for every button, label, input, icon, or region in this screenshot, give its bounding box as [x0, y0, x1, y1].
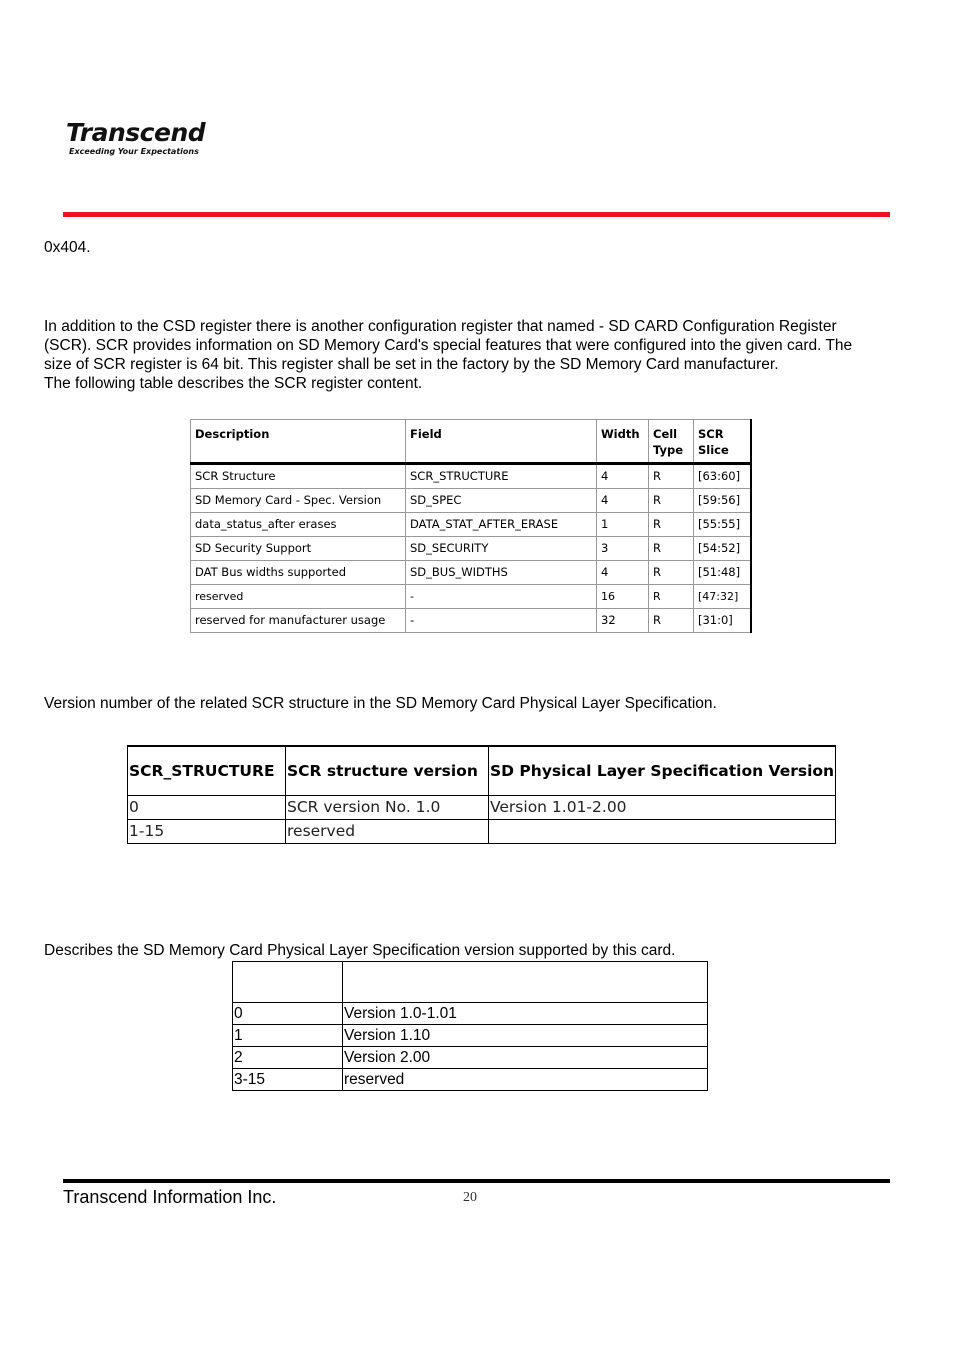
table-cell: 1-15: [128, 820, 286, 844]
table-cell: reserved: [286, 820, 489, 844]
table-row: [191, 561, 752, 585]
column-header: Description: [191, 420, 406, 464]
logo-wordmark: Transcend: [66, 118, 206, 147]
table-cell: 16: [597, 585, 649, 609]
column-header: SD Physical Layer Specification Version: [489, 746, 836, 796]
table-cell: SD_SECURITY: [406, 537, 597, 561]
table-row: [191, 513, 752, 537]
table-cell: Version 1.10: [343, 1025, 708, 1047]
table-row: [233, 1047, 708, 1069]
footer-divider: [63, 1179, 890, 1183]
table-row: [191, 585, 752, 609]
table-cell: reserved: [191, 585, 406, 609]
table-row: [191, 464, 752, 489]
paragraph-line: size of SCR register is 64 bit. This register shall be set in the factory by the SD Memory Card manufacturer.: [44, 356, 779, 373]
table-cell: DATA_STAT_AFTER_ERASE: [406, 513, 597, 537]
table-cell: SD Security Support: [191, 537, 406, 561]
table-cell: 1: [233, 1025, 343, 1047]
column-header: [694, 420, 752, 464]
table-cell: R: [649, 537, 694, 561]
paragraph-line: (SCR). SCR provides information on SD Memory Card's special features that were configured into the given card. The: [44, 337, 853, 354]
column-header: [343, 962, 708, 1003]
sd-spec-description: Describes the SD Memory Card Physical Layer Specification version supported by this card.: [44, 942, 676, 959]
table-cell: R: [649, 561, 694, 585]
footer-company-name: Transcend Information Inc.: [63, 1187, 277, 1207]
paragraph-line: In addition to the CSD register there is another configuration register that named - SD CARD Configuration Register: [44, 318, 837, 335]
table-row: [191, 609, 752, 633]
table-cell: R: [649, 609, 694, 633]
table-cell: 32: [597, 609, 649, 633]
column-header-line: Type: [653, 443, 684, 457]
table-cell: [31:0]: [694, 609, 752, 633]
table-cell: reserved: [343, 1069, 708, 1091]
column-header: [233, 962, 343, 1003]
table-cell: R: [649, 464, 694, 489]
table-header-row: [128, 746, 836, 796]
table-row: [191, 489, 752, 513]
table-cell: [51:48]: [694, 561, 752, 585]
table-cell: 0: [233, 1003, 343, 1025]
scr-intro-paragraph: [44, 317, 914, 393]
text-fragment: 0x404.: [44, 239, 91, 256]
table-cell: -: [406, 585, 597, 609]
table-cell: DAT Bus widths supported: [191, 561, 406, 585]
scr-structure-description: Version number of the related SCR structure in the SD Memory Card Physical Layer Specification.: [44, 695, 717, 712]
table-cell: SCR_STRUCTURE: [406, 464, 597, 489]
table-cell: [63:60]: [694, 464, 752, 489]
column-header: [649, 420, 694, 464]
scr-register-table: [190, 419, 752, 633]
table-cell: R: [649, 585, 694, 609]
table-row: [191, 537, 752, 561]
table-cell: reserved for manufacturer usage: [191, 609, 406, 633]
table-cell: SCR version No. 1.0: [286, 796, 489, 820]
table-cell: [489, 820, 836, 844]
column-header-line: SCR: [698, 427, 724, 441]
table-header-row: [233, 962, 708, 1003]
header-divider: [63, 212, 890, 217]
table-cell: 1: [597, 513, 649, 537]
table-cell: SD_BUS_WIDTHS: [406, 561, 597, 585]
table-cell: 4: [597, 489, 649, 513]
table-cell: [54:52]: [694, 537, 752, 561]
table-cell: Version 2.00: [343, 1047, 708, 1069]
table-header-row: [191, 420, 752, 464]
sd-spec-table: [232, 961, 708, 1091]
table-cell: [47:32]: [694, 585, 752, 609]
table-cell: SD_SPEC: [406, 489, 597, 513]
table-cell: data_status_after erases: [191, 513, 406, 537]
table-cell: Version 1.01-2.00: [489, 796, 836, 820]
column-header: SCR_STRUCTURE: [128, 746, 286, 796]
table-cell: -: [406, 609, 597, 633]
table-row: [128, 796, 836, 820]
table-cell: 0: [128, 796, 286, 820]
column-header: SCR structure version: [286, 746, 489, 796]
table-row: [233, 1025, 708, 1047]
table-cell: [59:56]: [694, 489, 752, 513]
logo-tagline: Exceeding Your Expectations: [69, 147, 199, 156]
table-cell: 4: [597, 464, 649, 489]
column-header-line: Slice: [698, 443, 729, 457]
table-cell: SCR Structure: [191, 464, 406, 489]
table-row: [128, 820, 836, 844]
table-cell: R: [649, 489, 694, 513]
table-row: [233, 1003, 708, 1025]
column-header-line: Cell: [653, 427, 678, 441]
page-number: 20: [463, 1190, 477, 1205]
column-header: Width: [597, 420, 649, 464]
table-cell: Version 1.0-1.01: [343, 1003, 708, 1025]
table-cell: 2: [233, 1047, 343, 1069]
table-cell: 3: [597, 537, 649, 561]
scr-structure-table: [127, 745, 836, 844]
column-header: Field: [406, 420, 597, 464]
table-cell: 4: [597, 561, 649, 585]
paragraph-line: The following table describes the SCR register content.: [44, 375, 423, 392]
table-cell: [55:55]: [694, 513, 752, 537]
table-cell: SD Memory Card - Spec. Version: [191, 489, 406, 513]
table-cell: R: [649, 513, 694, 537]
table-cell: 3-15: [233, 1069, 343, 1091]
table-row: [233, 1069, 708, 1091]
